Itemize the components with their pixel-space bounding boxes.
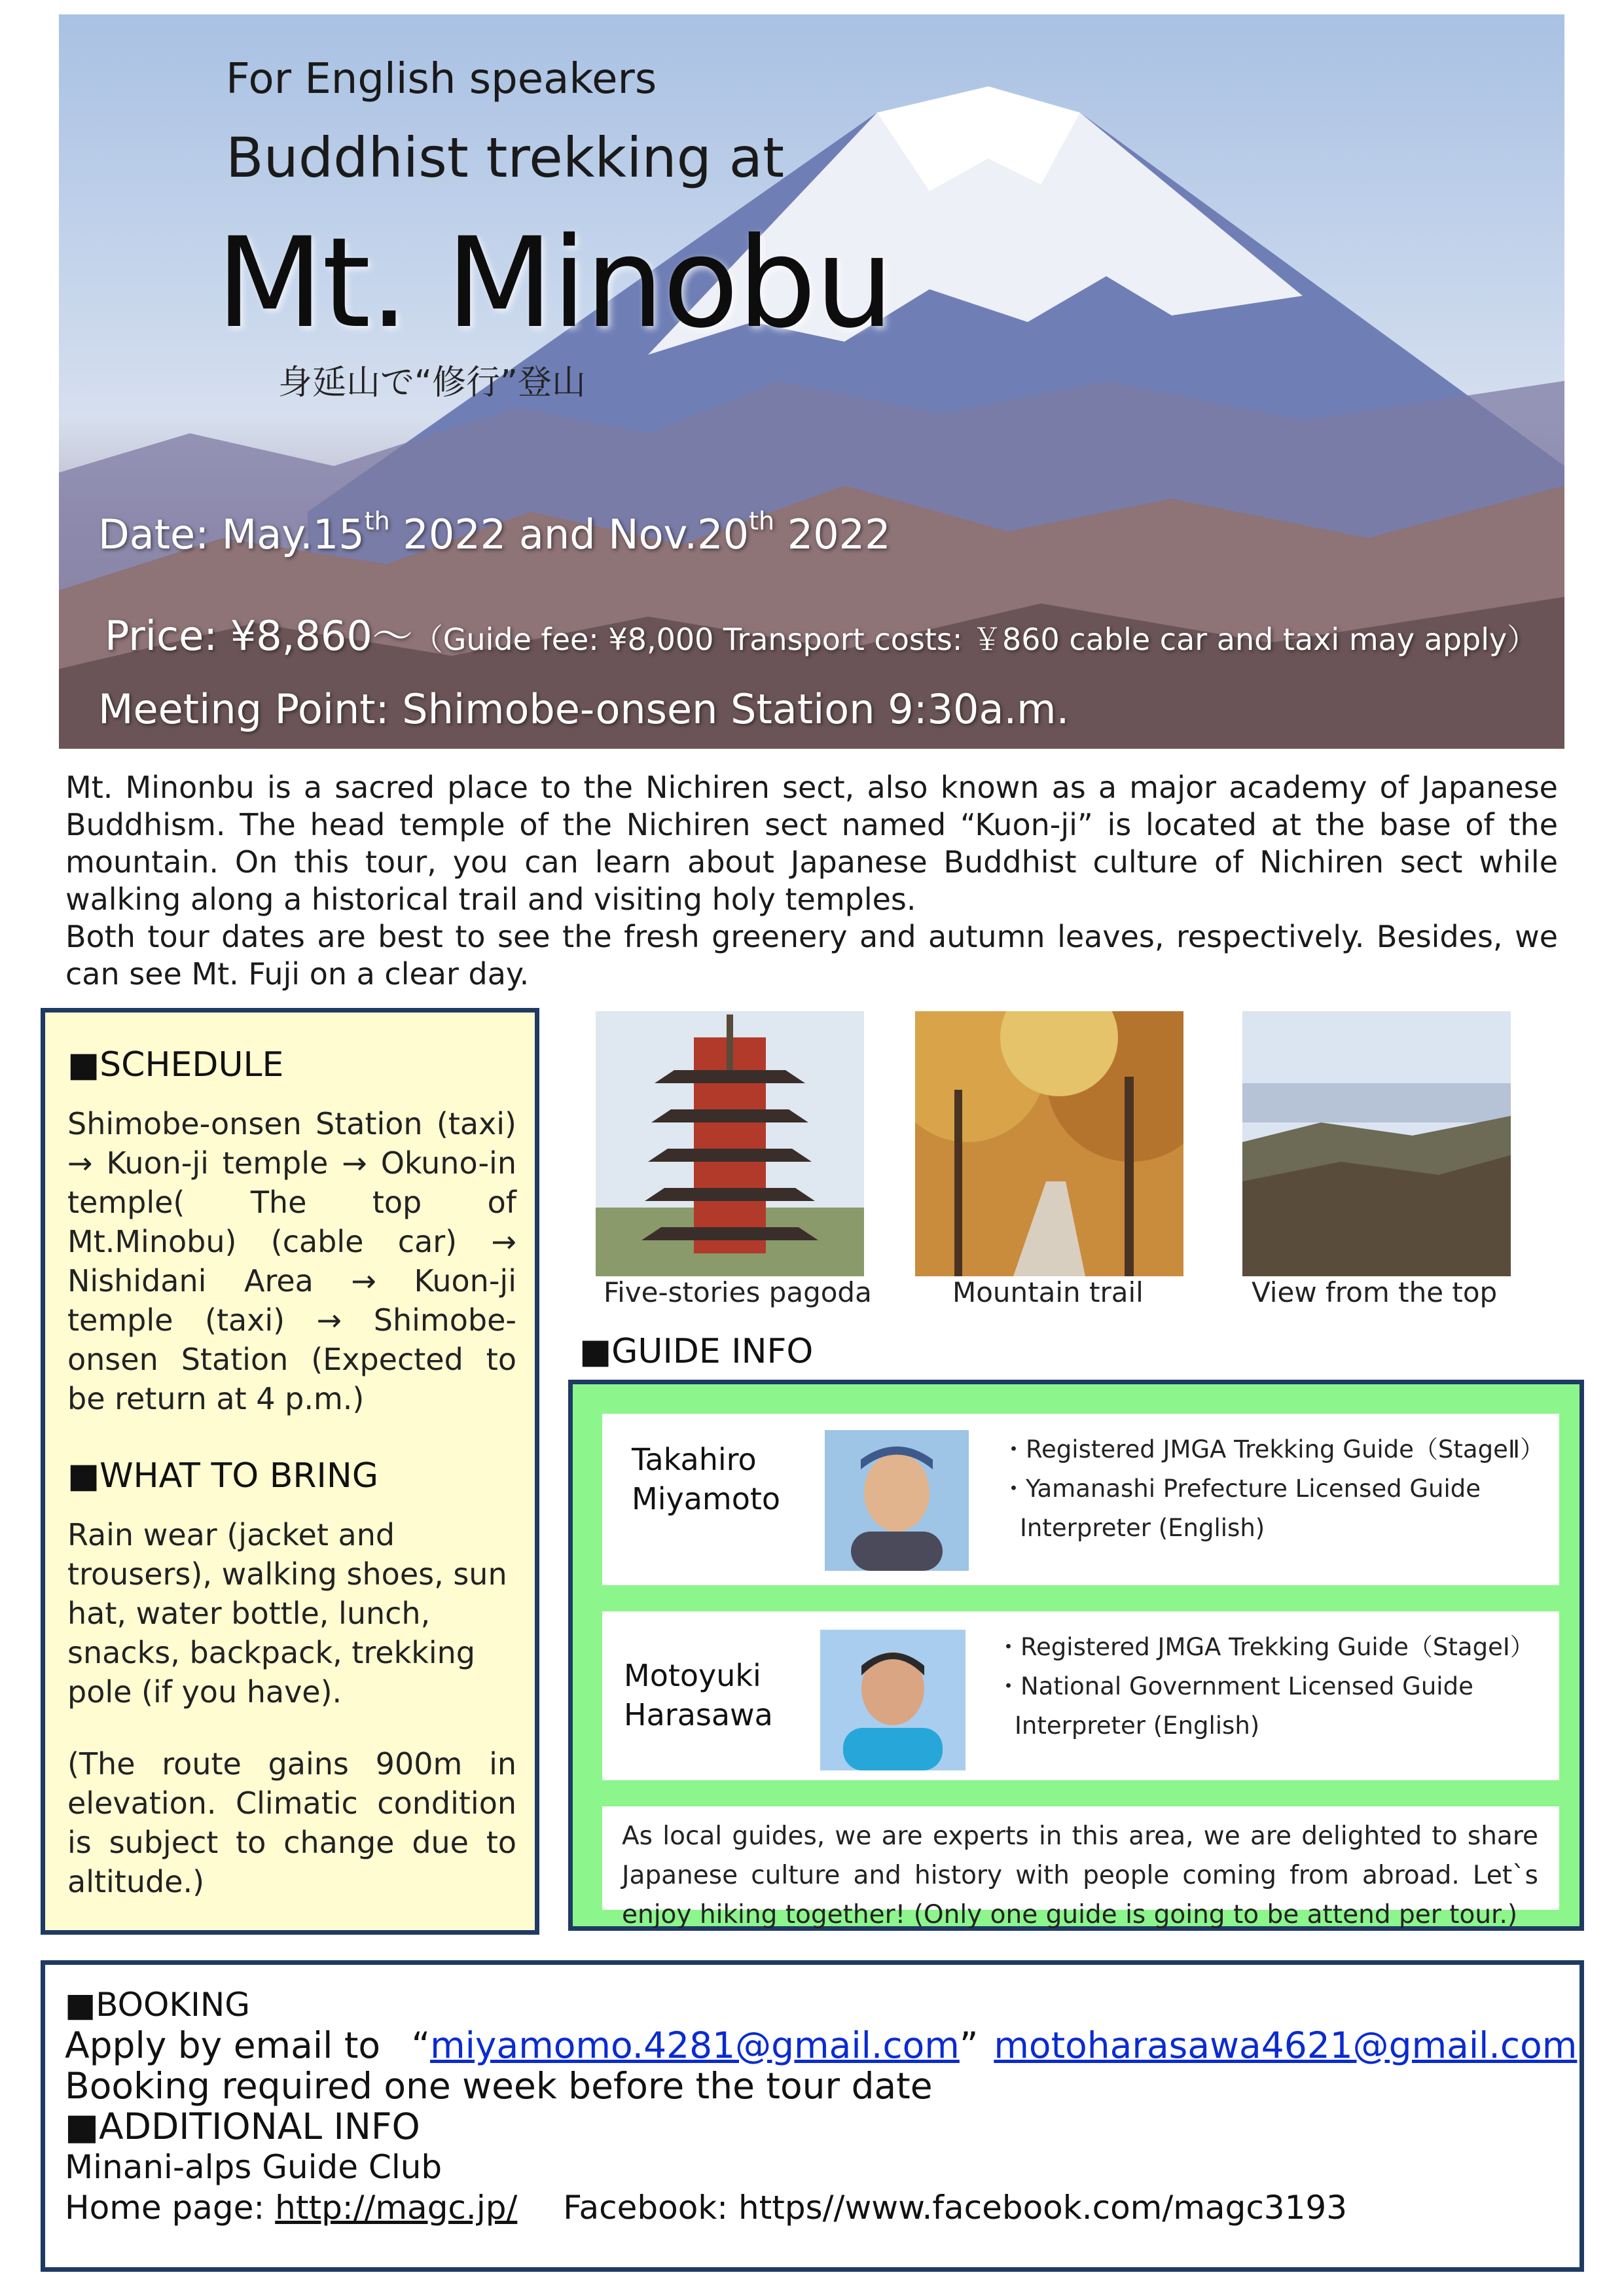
hero-title-line1: Buddhist trekking at: [226, 126, 785, 190]
schedule-heading: ■SCHEDULE: [67, 1045, 284, 1085]
schedule-text: Shimobe-onsen Station (taxi) → Kuon-ji temple → Okuno-in temple( The top of Mt.Minobu) (cable car) → Nishidani Area → Kuon-ji temple (taxi) → Shimobe-onsen Station (Expected to be return at 4 p.m.): [67, 1106, 516, 1416]
booking-box: [41, 1960, 1584, 2272]
what-to-bring-heading: ■WHAT TO BRING: [67, 1456, 379, 1496]
mountain-trail-photo: [915, 1011, 1183, 1276]
guide-card-2: [602, 1611, 1559, 1780]
guide-2-photo: [820, 1630, 965, 1770]
elevation-note: (The route gains 900m in elevation. Climatic condition is subject to change due to altitude.): [67, 1746, 516, 1899]
additional-info-heading: ■ADDITIONAL INFO: [65, 2106, 420, 2147]
guide-1-photo: [825, 1430, 969, 1571]
what-to-bring-text: Rain wear (jacket and trousers), walking shoes, sun hat, water bottle, lunch, snacks, backpack, trekking pole (if you have).: [67, 1517, 507, 1710]
hero-title-main: Mt. Minobu: [216, 211, 893, 355]
caption-view: View from the top: [1252, 1276, 1498, 1308]
guide-info-heading: ■GUIDE INFO: [579, 1332, 814, 1371]
tour-price: Price: ¥8,860～（Guide fee: ¥8,000 Transport costs: ￥860 cable car and taxi may apply）: [105, 612, 1538, 660]
tour-date: Date: May.15th 2022 and Nov.20th 2022: [98, 507, 891, 558]
pagoda-photo: [596, 1011, 864, 1276]
meeting-point: Meeting Point: Shimobe-onsen Station 9:30a.m.: [98, 685, 1070, 733]
hero-japanese-title: 身延山で“修行”登山: [278, 363, 586, 403]
booking-heading: ■BOOKING: [65, 1986, 251, 2024]
facebook-text: Facebook: https//www.facebook.com/magc3193: [563, 2189, 1348, 2227]
intro-paragraph-2: Both tour dates are best to see the fresh greenery and autumn leaves, respectively. Besides, we can see Mt. Fuji on a clear day.: [65, 919, 1558, 992]
club-name: Minani-alps Guide Club: [65, 2148, 442, 2186]
intro-paragraph-1: Mt. Minonbu is a sacred place to the Nichiren sect, also known as a major academy of Japanese Buddhism. The head temple of the Nichiren sect named “Kuon-ji” is located at the base of the mountain. On this tour, you can learn about Japanese Buddhist culture of Nichiren sect while walking along a historical trail and visiting holy temples.: [65, 770, 1558, 917]
booking-required: Booking required one week before the tour date: [65, 2065, 933, 2107]
guide-1-name: Takahiro Miyamoto: [632, 1442, 781, 1516]
guide-2-credentials: ・Registered JMGA Trekking Guide（StageⅠ） ・National Government Licensed Guide Interpreter (English): [996, 1633, 1534, 1740]
contact-line: Home page: http://magc.jp/ Facebook: https//www.facebook.com/magc3193: [65, 2189, 1348, 2227]
guide-card-1: [602, 1414, 1559, 1585]
guide-1-credentials: ・Registered JMGA Trekking Guide（StageⅡ） ・Yamanashi Prefecture Licensed Guide Interpreter (English): [1001, 1435, 1545, 1542]
hero-subtitle: For English speakers: [226, 55, 657, 103]
hero-banner: [59, 14, 1564, 749]
guide-2-name: Motoyuki Harasawa: [624, 1658, 773, 1732]
booking-apply-line: Apply by email to “miyamomo.4281@gmail.com” motoharasawa4621@gmail.com: [65, 2024, 1578, 2066]
home-page-link[interactable]: http://magc.jp/: [275, 2189, 518, 2227]
guide-note-text: As local guides, we are experts in this area, we are delighted to share Japanese culture and history with people coming from abroad. Let`s enjoy hiking together! (Only one guide is going to be attend per tour.): [622, 1821, 1538, 1929]
email-link-2[interactable]: motoharasawa4621@gmail.com: [994, 2024, 1578, 2066]
guide-info-box: [568, 1380, 1584, 1931]
email-link-1[interactable]: miyamomo.4281@gmail.com: [430, 2024, 960, 2066]
schedule-box: [41, 1008, 539, 1935]
summit-view-photo: [1242, 1011, 1511, 1276]
caption-trail: Mountain trail: [952, 1276, 1144, 1308]
intro-text: [65, 769, 1558, 993]
caption-pagoda: Five-stories pagoda: [604, 1276, 872, 1308]
guide-note-card: [602, 1806, 1559, 1929]
